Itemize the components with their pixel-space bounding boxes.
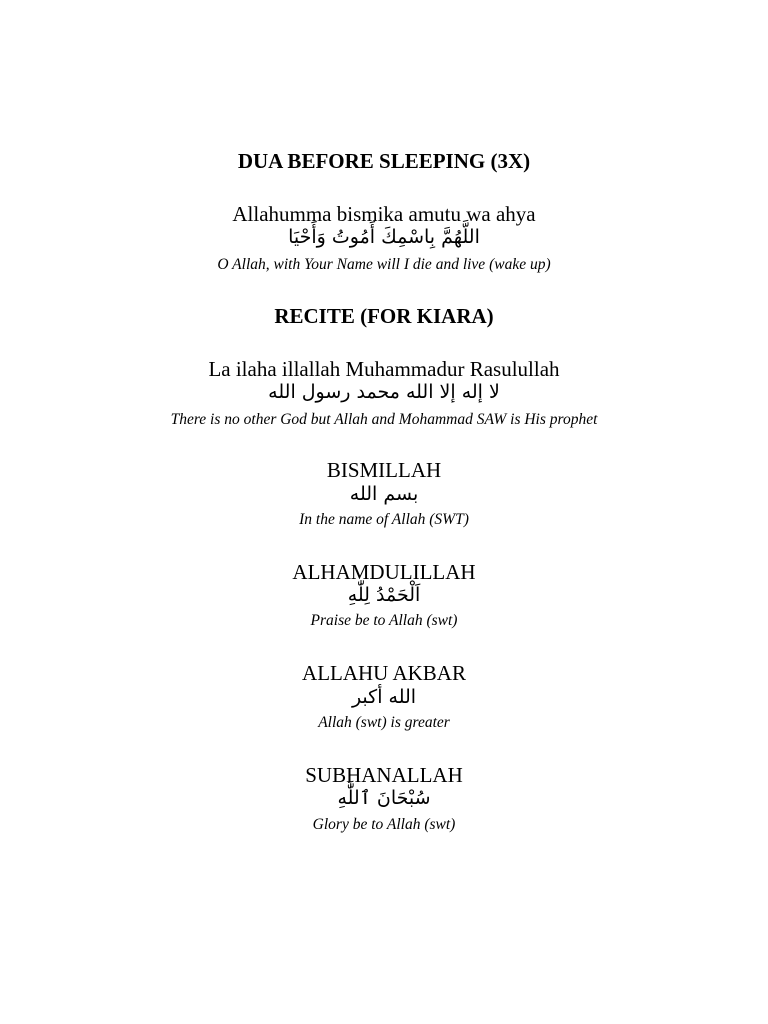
shahada-transliteration: La ilaha illallah Muhammadur Rasulullah xyxy=(208,357,560,381)
subhanallah-transliteration: SUBHANALLAH xyxy=(305,763,463,787)
dua-arabic: اللَّهُمَّ بِاسْمِكَ أَمُوتُ وَأَحْيَا xyxy=(288,226,480,248)
allahu-akbar-translation: Allah (swt) is greater xyxy=(318,714,450,731)
allahu-akbar-transliteration: ALLAHU AKBAR xyxy=(302,661,466,685)
bismillah-transliteration: BISMILLAH xyxy=(326,458,442,482)
alhamdulillah-transliteration: ALHAMDULILLAH xyxy=(292,560,476,584)
alhamdulillah-translation: Praise be to Allah (swt) xyxy=(310,612,458,629)
dua-heading: DUA BEFORE SLEEPING (3X) xyxy=(237,149,531,173)
shahada-translation: There is no other God but Allah and Mohammad SAW is His prophet xyxy=(170,411,598,428)
recite-heading: RECITE (FOR KIARA) xyxy=(274,304,494,328)
dua-translation: O Allah, with Your Name will I die and live (wake up) xyxy=(217,256,551,273)
bismillah-translation: In the name of Allah (SWT) xyxy=(299,511,469,528)
bismillah-arabic: بسم الله xyxy=(349,483,419,505)
subhanallah-translation: Glory be to Allah (swt) xyxy=(312,816,456,833)
subhanallah-arabic: سُبْحَانَ ٱللَّٰهِ xyxy=(337,787,431,809)
allahu-akbar-arabic: الله أكبر xyxy=(351,686,417,708)
shahada-arabic: لا إله إلا الله محمد رسول الله xyxy=(268,381,500,403)
dua-transliteration: Allahumma bismika amutu wa ahya xyxy=(232,202,536,226)
alhamdulillah-arabic: اَلْحَمْدُ لِلّٰهِ xyxy=(347,584,421,606)
